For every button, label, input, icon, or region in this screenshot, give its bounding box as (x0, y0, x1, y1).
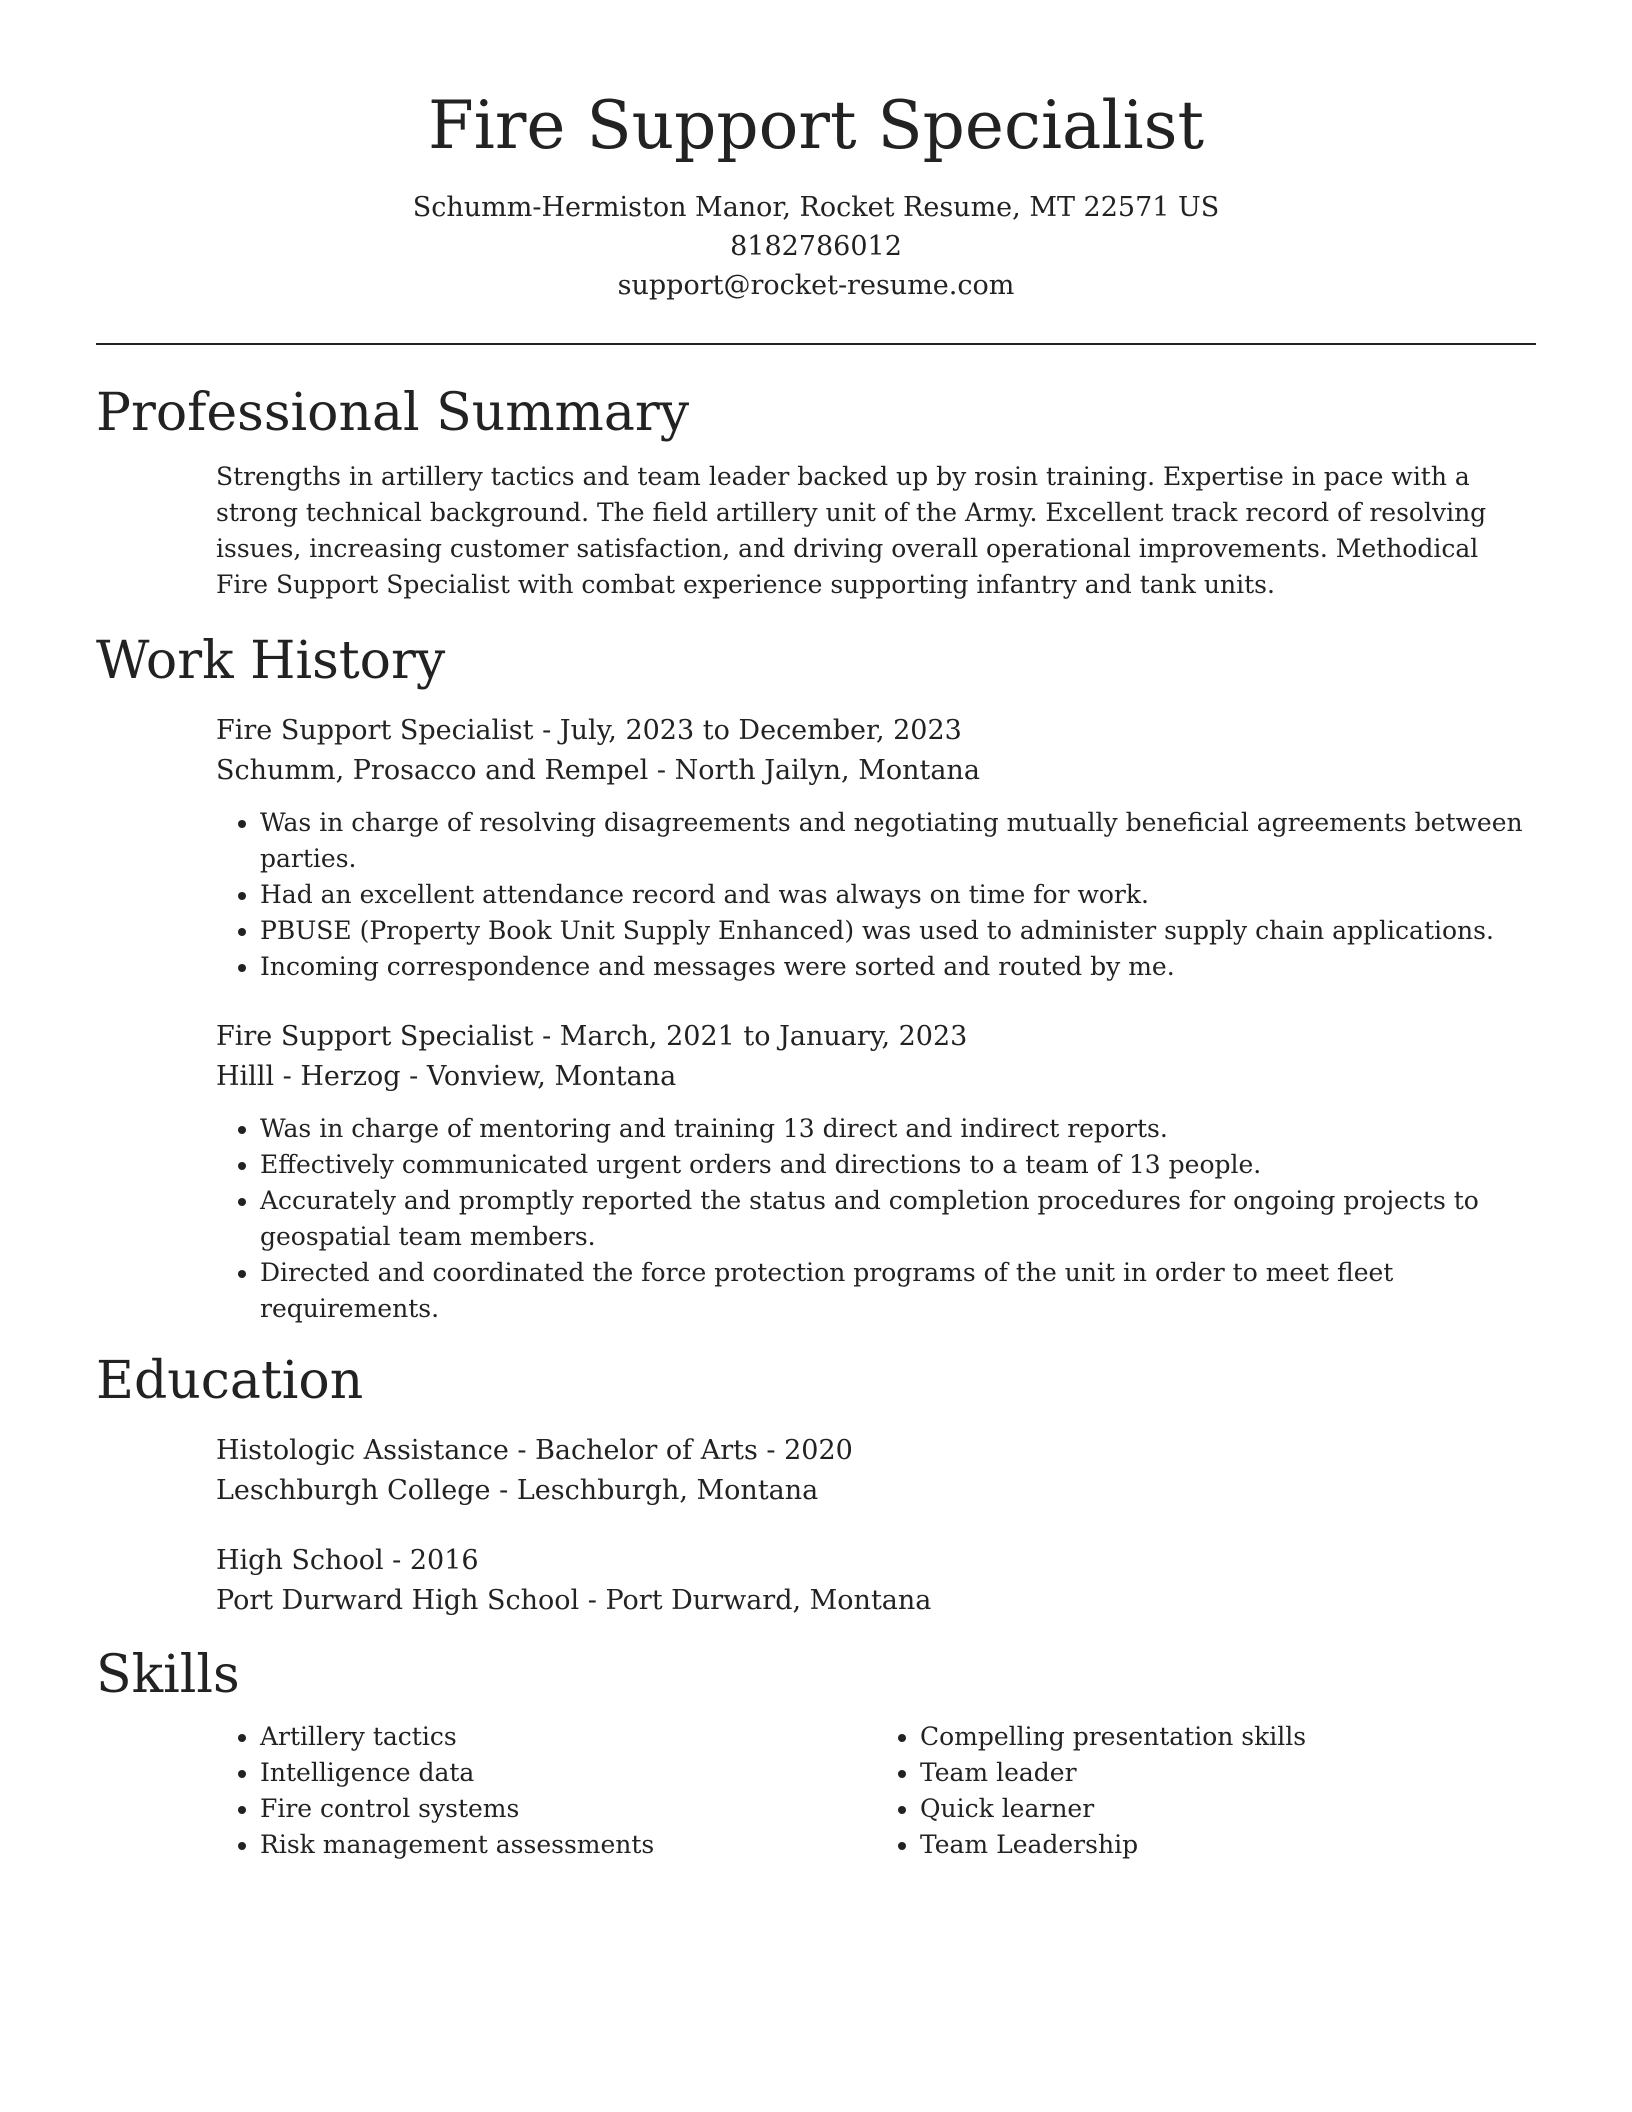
skill-item: • Quick learner (920, 1791, 1536, 1827)
job-bullet: • Effectively communicated urgent orders and directions to a team of 13 people. (260, 1147, 1536, 1183)
education-degree: High School (216, 1545, 384, 1576)
job-dates: - July, 2023 to December, 2023 (533, 715, 962, 746)
contact-email: support@rocket-resume.com (617, 270, 1015, 301)
job-company-line (216, 751, 1536, 791)
skill-item: • Artillery tactics (260, 1719, 876, 1755)
job-bullet: • Incoming correspondence and messages were sorted and routed by me. (260, 949, 1536, 985)
resume-header (96, 0, 1536, 305)
job-bullet: • Was in charge of resolving disagreements and negotiating mutually beneficial agreements between parties. (260, 805, 1536, 877)
job-bullet: • Was in charge of mentoring and training 13 direct and indirect reports. (260, 1111, 1536, 1147)
job-role: Fire Support Specialist (216, 715, 534, 746)
job-bullet: • Directed and coordinated the force protection programs of the unit in order to meet fleet requirements. (260, 1255, 1536, 1327)
education-location: - Port Durward, Montana (579, 1585, 932, 1616)
skills-heading: Skills (96, 1645, 240, 1705)
job-dates: - March, 2021 to January, 2023 (533, 1021, 968, 1052)
skills-grid (216, 1719, 1536, 1863)
skill-item: • Team leader (920, 1755, 1536, 1791)
skill-item: • Intelligence data (260, 1755, 876, 1791)
contact-address: Schumm-Hermiston Manor, Rocket Resume, MT 22571 US (412, 192, 1220, 223)
education-degree: Histologic Assistance - Bachelor of Arts (216, 1435, 758, 1466)
job-company: Hilll - Herzog (216, 1061, 401, 1092)
education-degree-line (216, 1431, 1536, 1471)
education-school-line (216, 1581, 1536, 1621)
job-location: - Vonview, Montana (400, 1061, 677, 1092)
education-year: - 2020 (757, 1435, 853, 1466)
job-bullets (216, 1111, 1536, 1327)
summary-text: Strengths in artillery tactics and team leader backed up by rosin training. Expertise in pace with a strong technical background. The field artillery unit of the Army. Excellent track record of resolving issues, increasing customer satisfaction, and driving overall operational improvements. Methodical Fire Support Specialist with combat experience supporting infantry and tank units. (216, 462, 1487, 599)
job-bullet: • Accurately and promptly reported the status and completion procedures for ongoing projects to geospatial team members. (260, 1183, 1536, 1255)
education-location: - Leschburgh, Montana (490, 1475, 819, 1506)
work-history-heading: Work History (96, 631, 446, 691)
job-entry (216, 1017, 1536, 1327)
resume-name: Fire Support Specialist (427, 87, 1205, 164)
education-year: - 2016 (383, 1545, 479, 1576)
job-title-line (216, 711, 1536, 751)
education-heading: Education (96, 1351, 364, 1411)
skills-column-left (216, 1719, 876, 1863)
summary-heading: Professional Summary (96, 383, 690, 443)
job-company-line (216, 1057, 1536, 1097)
job-role: Fire Support Specialist (216, 1021, 534, 1052)
education-entry (216, 1541, 1536, 1621)
skill-item: • Fire control systems (260, 1791, 876, 1827)
education-school: Port Durward High School (216, 1585, 580, 1616)
education-entry (216, 1431, 1536, 1511)
job-bullet: • PBUSE (Property Book Unit Supply Enhanced) was used to administer supply chain applications. (260, 913, 1536, 949)
education-school-line (216, 1471, 1536, 1511)
skill-item: • Team Leadership (920, 1827, 1536, 1863)
job-location: - North Jailyn, Montana (648, 755, 980, 786)
job-company: Schumm, Prosacco and Rempel (216, 755, 649, 786)
job-bullet: • Had an excellent attendance record and was always on time for work. (260, 877, 1536, 913)
skill-item: • Compelling presentation skills (920, 1719, 1536, 1755)
skill-item: • Risk management assessments (260, 1827, 876, 1863)
education-school: Leschburgh College (216, 1475, 491, 1506)
contact-info (96, 188, 1536, 305)
skills-column-right (876, 1719, 1536, 1863)
job-title-line (216, 1017, 1536, 1057)
job-entry (216, 711, 1536, 985)
contact-phone: 8182786012 (730, 231, 902, 262)
header-divider (96, 343, 1536, 345)
education-degree-line (216, 1541, 1536, 1581)
job-bullets (216, 805, 1536, 985)
